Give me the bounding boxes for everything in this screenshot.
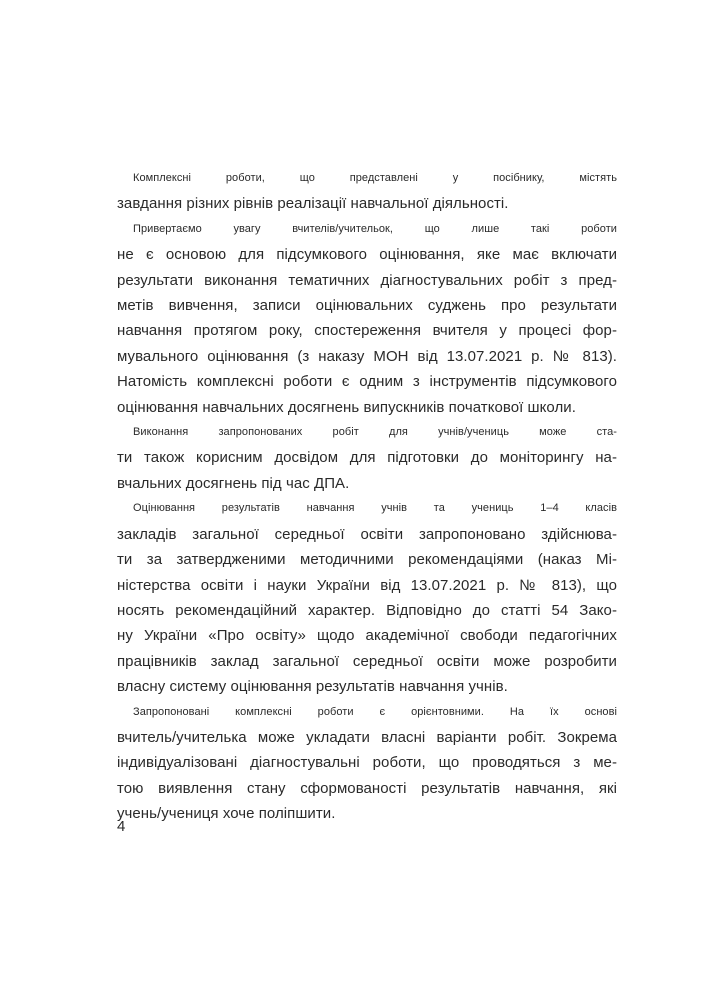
text-line: ти за затвердженими методичними рекомендаціями (наказ Мі-	[117, 551, 617, 569]
text-line: оцінювання навчальних досягнень випускників початкової школи.	[117, 398, 576, 416]
text-line: працівників заклад загальної середньої освіти може розробити	[117, 652, 617, 670]
paragraph-4	[117, 496, 617, 699]
text-line: тою виявлення стану сформованості результатів навчання, які	[117, 779, 617, 797]
text-line: Оцінювання результатів навчання учнів та учениць 1–4 класів	[133, 502, 617, 515]
text-line: закладів загальної середньої освіти запропоновано здійснюва-	[117, 525, 617, 543]
text-line: вчитель/учителька може укладати власні варіанти робіт. Зокрема	[117, 728, 617, 746]
text-line: вчальних досягнень під час ДПА.	[117, 474, 350, 492]
paragraph-2	[117, 217, 617, 420]
paragraph-5	[117, 700, 617, 827]
text-line: Виконання запропонованих робіт для учнів/учениць може ста-	[133, 426, 617, 439]
text-line: ти також корисним досвідом для підготовки до моніторингу на-	[117, 449, 617, 467]
text-line: власну систему оцінювання результатів навчання учнів.	[117, 678, 508, 696]
text-line: Запропоновані комплексні роботи є орієнтовними. На їх основі	[133, 705, 617, 718]
text-line: учень/учениця хоче поліпшити.	[117, 805, 336, 823]
text-line: носять рекомендаційний характер. Відповідно до статті 54 Зако-	[117, 601, 617, 619]
text-line: Комплексні роботи, що представлені у посібнику, містять	[133, 172, 617, 184]
text-line: результати виконання тематичних діагностувальних робіт з пред-	[117, 271, 617, 289]
text-line: мувального оцінювання (з наказу МОН від 13.07.2021 р. № 813).	[117, 347, 617, 365]
text-line: ністерства освіти і науки України від 13.07.2021 р. № 813), що	[117, 576, 617, 594]
paragraph-1	[117, 166, 617, 217]
text-line: завдання різних рівнів реалізації навчальної діяльності.	[117, 195, 509, 213]
text-line: ну України «Про освіту» щодо академічної свободи педагогічних	[117, 627, 617, 645]
paragraph-3	[117, 420, 617, 496]
text-line: індивідуалізовані діагностувальні роботи, що проводяться з ме-	[117, 754, 617, 772]
text-line: навчання протягом року, спостереження вчителя у процесі фор-	[117, 322, 617, 340]
body-text	[117, 166, 617, 827]
text-line: не є основою для підсумкового оцінювання, яке має включати	[117, 246, 617, 264]
text-line: Привертаємо увагу вчителів/учительок, що лише такі роботи	[133, 222, 617, 235]
text-line: Натомість комплексні роботи є одним з інструментів підсумкового	[117, 373, 617, 391]
page-number: 4	[117, 818, 126, 835]
text-line: метів вивчення, записи оцінювальних суджень про результати	[117, 297, 617, 315]
